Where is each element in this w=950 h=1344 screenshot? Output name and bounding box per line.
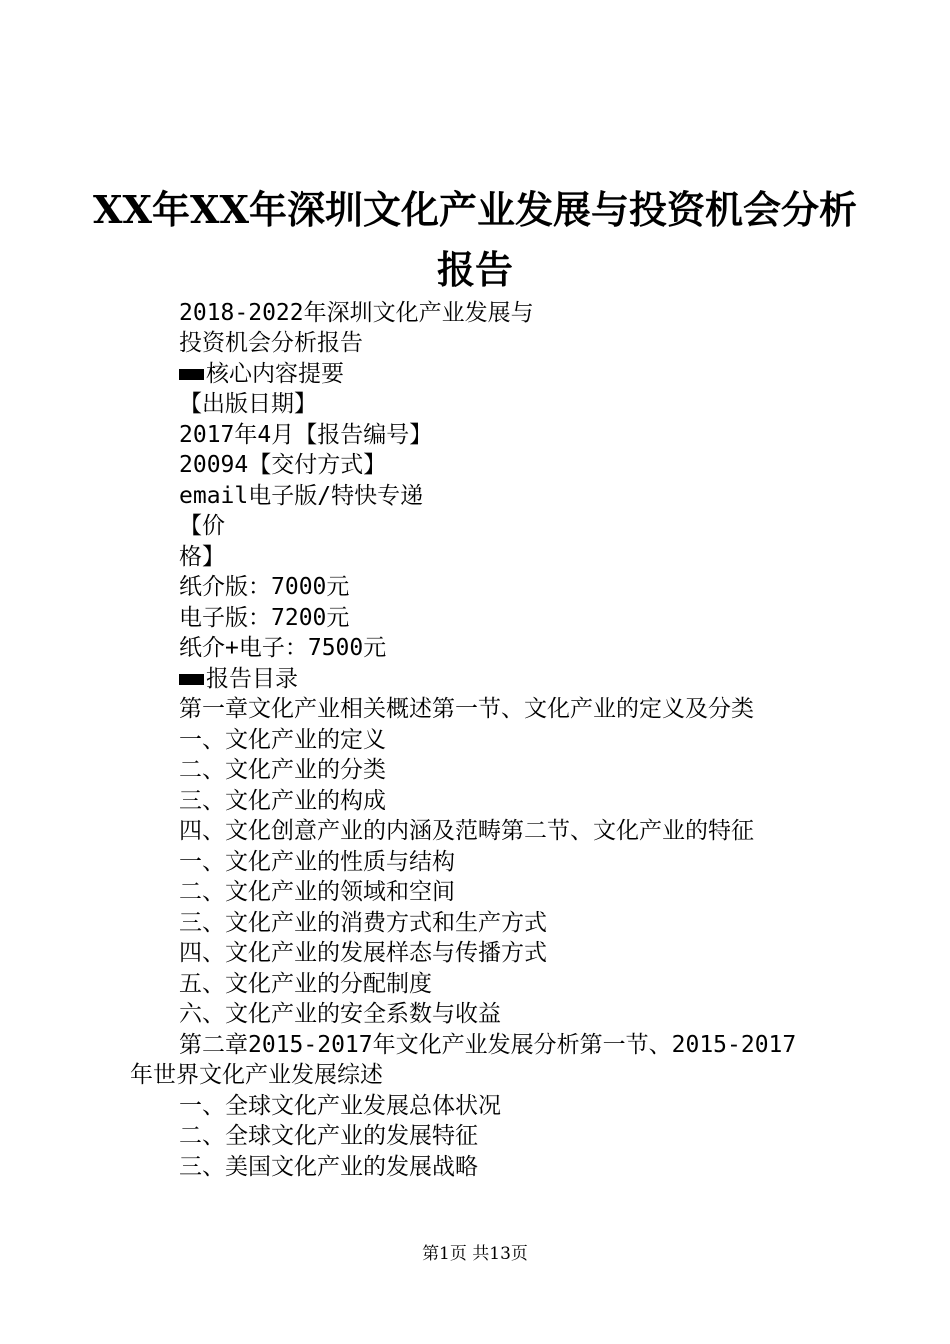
body-line: email电子版/特快专递 [179,483,424,509]
body-line: 20094【交付方式】 [179,452,387,478]
page-footer: 第1页 共13页 [422,1244,528,1264]
toc-line: 第二章2015-2017年文化产业发展分析第一节、2015-2017 [179,1032,797,1058]
toc-line: 四、文化创意产业的内涵及范畴第二节、文化产业的特征 [179,818,754,844]
square-bullet-icon [179,674,204,685]
body-line-with-marker [179,359,344,389]
body-line: 纸介版：7000元 [179,574,350,600]
body-line: 【出版日期】 [179,391,317,417]
body-line: 纸介+电子：7500元 [179,635,387,661]
toc-line: 一、全球文化产业发展总体状况 [179,1093,501,1119]
toc-line: 六、文化产业的安全系数与收益 [179,1001,501,1027]
toc-line: 第一章文化产业相关概述第一节、文化产业的定义及分类 [179,696,754,722]
section-heading: 核心内容提要 [206,361,344,387]
toc-line: 二、文化产业的领域和空间 [179,879,455,905]
toc-line: 三、文化产业的构成 [179,788,386,814]
body-line-with-marker [179,664,298,694]
body-line: 2018-2022年深圳文化产业发展与 [179,300,534,326]
body-line: 投资机会分析报告 [179,330,363,356]
toc-line: 四、文化产业的发展样态与传播方式 [179,940,547,966]
body-line: 格】 [179,544,225,570]
body-line: 电子版：7200元 [179,605,350,631]
square-bullet-icon [179,369,204,380]
document-title-line-2: 报告 [436,247,513,292]
toc-line: 五、文化产业的分配制度 [179,971,432,997]
toc-line: 三、美国文化产业的发展战略 [179,1154,478,1180]
toc-line: 一、文化产业的定义 [179,727,386,753]
toc-line: 二、全球文化产业的发展特征 [179,1123,478,1149]
section-heading: 报告目录 [206,666,298,692]
toc-line: 二、文化产业的分类 [179,757,386,783]
toc-line: 一、文化产业的性质与结构 [179,849,455,875]
toc-line: 三、文化产业的消费方式和生产方式 [179,910,547,936]
body-line: 【价 [179,513,225,539]
toc-line-continued: 年世界文化产业发展综述 [130,1062,383,1088]
body-line: 2017年4月【报告编号】 [179,422,433,448]
document-title-line-1: XX年XX年深圳文化产业发展与投资机会分析 [93,187,857,232]
